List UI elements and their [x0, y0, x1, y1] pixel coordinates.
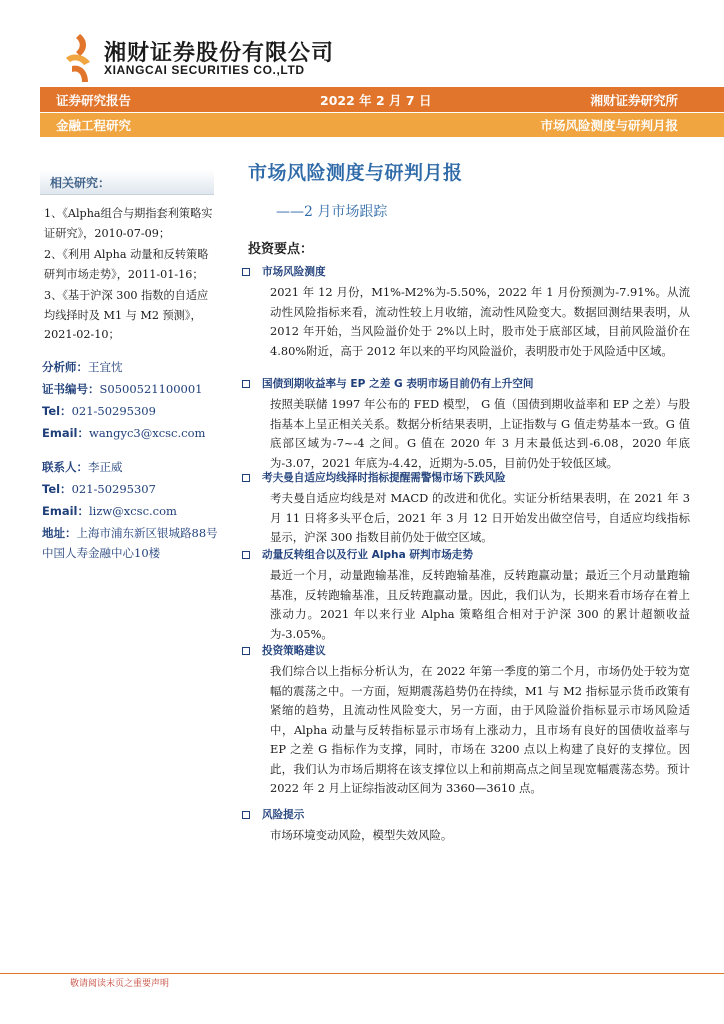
- report-date: 2022 年 2 月 7 日: [320, 92, 432, 108]
- cert-number: S0500521100001: [99, 382, 203, 396]
- checkbox-square-icon: [242, 811, 250, 819]
- tel-label: Tel：: [42, 482, 72, 496]
- related-research-list: [44, 204, 216, 347]
- section-heading: 投资策略建议: [242, 643, 326, 658]
- section-heading: 市场风险测度: [242, 264, 326, 279]
- tel-label: Tel：: [42, 404, 72, 418]
- related-research-header: [40, 170, 214, 195]
- report-category: 金融工程研究: [56, 118, 132, 133]
- related-research-title: 相关研究：: [50, 176, 111, 190]
- cert-label: 证书编号：: [42, 382, 100, 396]
- header-band-bottom: [40, 113, 724, 137]
- section-body: 我们综合以上指标分析认为，在 2022 年第一季度的第二个月，市场仍处于较为宽幅的震荡之中。一方面，短期震荡趋势仍在持续，M1 与 M2 指标显示货币政策有紧缩的趋势，且流动性风险变大，另一方面，由于风险溢价指标显示市场风险适中，Alpha 动量与反转指标显示市场有上涨动力，且市场有良好的国债收益率与 EP 之差 G 指标作为支撑，同时，市场在 3200 点以上构建了良好的支撑位。因此，我们认为市场后期将在该支撑位以上和前期高点之间呈现宽幅震荡态势。预计 2022 年 2 月上证综指波动区间为 3360—3610 点。: [270, 664, 690, 795]
- analyst-label: 分析师：: [42, 360, 88, 374]
- report-type: 证券研究报告: [56, 92, 132, 108]
- footer-notice: 敬请阅读末页之重要声明: [70, 979, 170, 989]
- checkbox-square-icon: [242, 647, 250, 655]
- section-heading: 风险提示: [242, 807, 304, 822]
- section-body: 按照美联储 1997 年公布的 FED 模型， G 值（国债到期收益率和 EP 之差）与股指基本上呈正相关关系。数据分析结果表明，上证指数与 G 值走势基本一致。G 值底部区域为-7~-4 之间。G 值在 2020 年 3 月末最低达到-6.08，2020 年底为-3.07，2021 年底为-4.42，近期为-5.05，目前仍处于较低区域。: [270, 397, 690, 470]
- checkbox-square-icon: [242, 380, 250, 388]
- address-block: [42, 523, 232, 563]
- page-title: 市场风险测度与研判月报: [248, 162, 463, 184]
- contact-tel: 021-50295307: [71, 482, 156, 496]
- section-body: 最近一个月，动量跑输基准，反转跑输基准，反转跑赢动量；最近三个月动量跑输基准，反转跑输基准，且反转跑赢动量。因此，我们认为，长期来看市场存在着上涨动力。2021 年以来行业 Alpha 策略组合相对于沪深 300 的累计超额收益为-3.05%。: [270, 568, 690, 641]
- related-item[interactable]: 2、《利用 Alpha 动量和反转策略研判市场走势》，2011-01-16；: [44, 248, 209, 281]
- company-name-en: XIANGCAI SECURITIES CO.,LTD: [104, 63, 305, 77]
- email-label: Email：: [42, 426, 89, 440]
- address-line-1: 上海市浦东新区银城路88号: [76, 526, 218, 540]
- company-logo-icon: [62, 32, 98, 86]
- contact-name: 李正威: [88, 460, 123, 474]
- page-subtitle: ——2 月市场跟踪: [276, 204, 388, 220]
- checkbox-square-icon: [242, 268, 250, 276]
- section-heading: 考夫曼自适应均线择时指标提醒需警惕市场下跌风险: [242, 470, 506, 485]
- section-body: 市场环境变动风险，模型失效风险。: [270, 828, 453, 842]
- footer-divider: [0, 973, 724, 974]
- checkbox-square-icon: [242, 474, 250, 482]
- section-heading: 动量反转组合以及行业 Alpha 研判市场走势: [242, 547, 473, 562]
- contact-label: 联系人：: [42, 460, 88, 474]
- address-label: 地址：: [42, 526, 77, 540]
- related-item[interactable]: 1、《Alpha组合与期指套利策略实证研究》，2010-07-09；: [44, 207, 213, 240]
- section-body: 考夫曼自适应均线是对 MACD 的改进和优化。实证分析结果表明，在 2021 年 3 月 11 日将多头平仓后，2021 年 3 月 12 日开始发出做空信号，自适应均线指标显示，沪深 300 指数目前仍处于做空区域。: [270, 491, 690, 544]
- analyst-tel: 021-50295309: [71, 404, 156, 418]
- analyst-email[interactable]: wangyc3@xcsc.com: [88, 426, 206, 440]
- header-band-top: [40, 87, 724, 112]
- checkbox-square-icon: [242, 551, 250, 559]
- institute-name: 湘财证券研究所: [590, 92, 678, 108]
- contact-email[interactable]: lizw@xcsc.com: [88, 504, 177, 518]
- related-item[interactable]: 3、《基于沪深 300 指数的自适应均线择时及 M1 与 M2 预测》，2021-02-10；: [44, 289, 209, 341]
- company-name-cn: 湘财证券股份有限公司: [104, 41, 335, 66]
- analyst-name: 王宜忱: [88, 360, 123, 374]
- analyst-info: [42, 356, 222, 522]
- address-line-2: 中国人寿金融中心10楼: [42, 546, 161, 560]
- section-heading: 国债到期收益率与 EP 之差 G 表明市场目前仍有上升空间: [242, 376, 534, 391]
- report-series-name: 市场风险测度与研判月报: [540, 118, 678, 133]
- section-body: 2021 年 12 月份，M1%-M2%为-5.50%，2022 年 1 月份预测为-7.91%。从流动性风险指标来看，流动性较上月收缩，流动性风险变大。数据回测结果表明，从 2012 年开始，当风险溢价处于 2%以上时，股市处于底部区域，目前风险溢价在 4.80%附近，高于 2012 年以来的平均风险溢价，表明股市处于风险适中区域。: [270, 285, 690, 358]
- email-label: Email：: [42, 504, 89, 518]
- key-points-heading: 投资要点：: [248, 242, 314, 257]
